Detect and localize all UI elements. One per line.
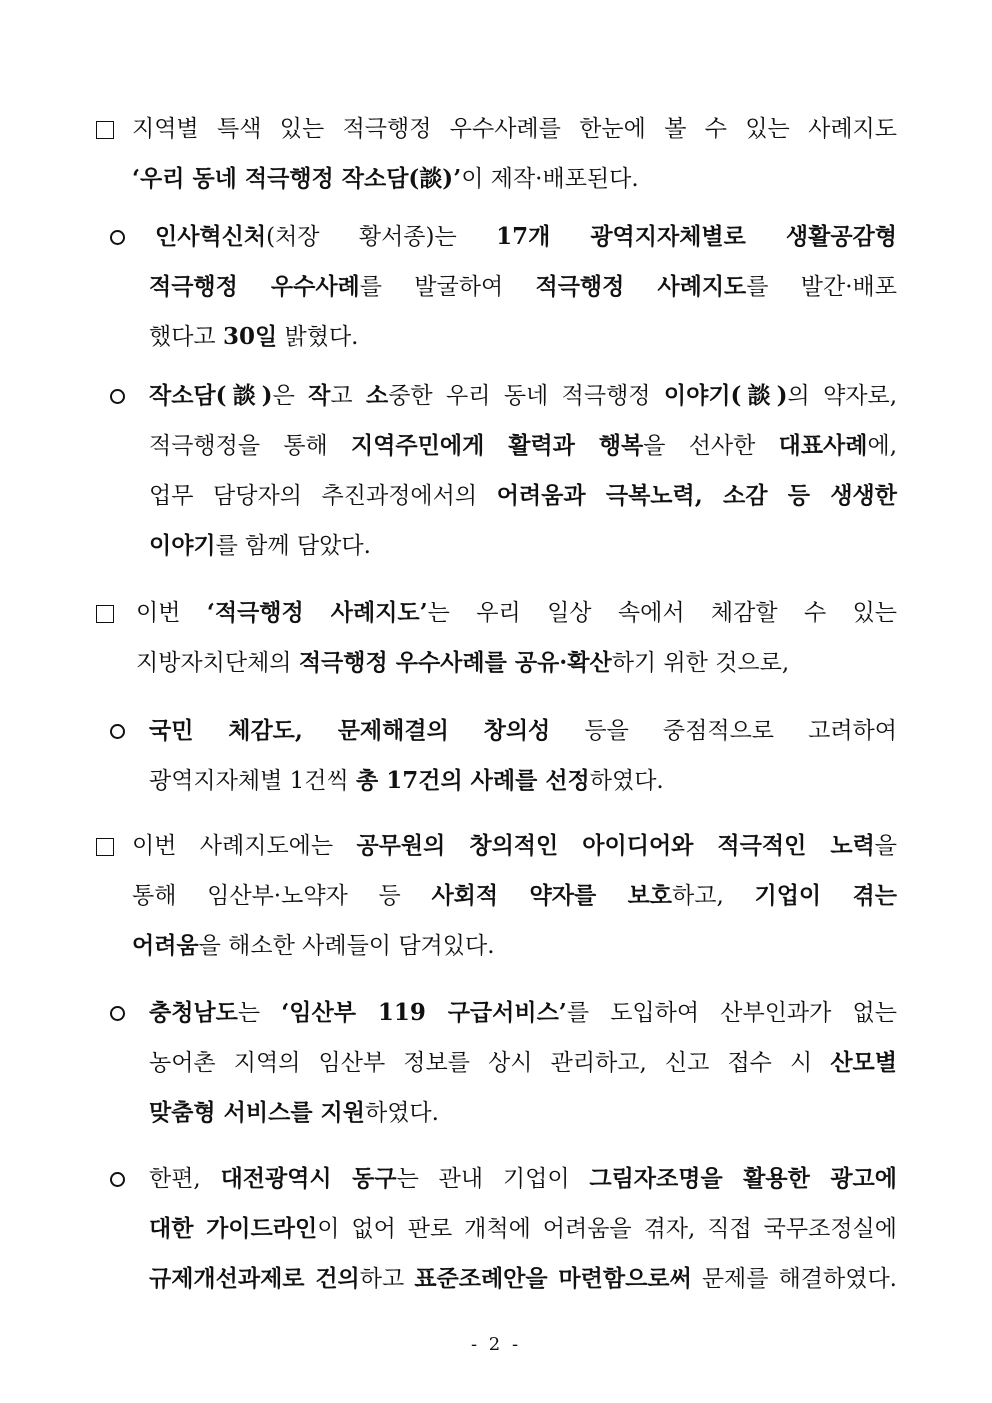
section-3-line-3 bbox=[132, 931, 897, 961]
bold-text-segment: 지역주민에게 활력과 행복 bbox=[351, 432, 644, 459]
text-segment: 을 선사한 bbox=[643, 433, 779, 459]
text-segment: 의 약자로, bbox=[787, 383, 898, 409]
text-segment: 하였다. bbox=[589, 768, 664, 794]
text-segment: 지역별 특색 있는 적극행정 우수사례를 한눈에 볼 수 있는 사례지도 bbox=[132, 116, 897, 142]
bold-text-segment: 기업이 겪는 bbox=[754, 882, 897, 909]
circle-bullet-icon bbox=[110, 1172, 125, 1187]
circle-bullet-icon bbox=[110, 1006, 125, 1021]
bold-text-segment: 작 bbox=[308, 382, 331, 409]
section-2-line-1 bbox=[136, 598, 897, 628]
bold-text-segment: 적극행정 우수사례를 공유·확산 bbox=[298, 649, 612, 676]
bold-text-segment: 산모별 bbox=[830, 1049, 897, 1076]
text-segment: (처장 황서종) bbox=[266, 224, 435, 250]
bullet-3-1-line-2 bbox=[149, 1048, 897, 1078]
text-segment: 는 관내 기업이 bbox=[396, 1166, 590, 1192]
section-3-line-1 bbox=[132, 831, 897, 861]
bullet-2-1-line-2 bbox=[149, 766, 897, 796]
section-1-line-2 bbox=[132, 164, 897, 194]
text-segment: 을 해소한 사례들이 담겨있다. bbox=[198, 933, 495, 959]
bold-text-segment: 이야기 bbox=[149, 532, 216, 559]
bold-text-segment: 충청남도 bbox=[149, 999, 238, 1026]
bold-text-segment: ‘임산부 119 구급서비스’ bbox=[281, 999, 567, 1026]
circle-bullet-icon bbox=[110, 230, 125, 245]
text-segment: 한편, bbox=[149, 1166, 221, 1192]
text-segment: 이번 bbox=[136, 600, 207, 626]
bullet-1-2-line-4 bbox=[149, 531, 897, 561]
square-bullet-icon bbox=[96, 605, 114, 623]
text-segment: 광역지자체별 1건씩 bbox=[149, 768, 356, 794]
bold-text-segment: ‘적극행정 사례지도’ bbox=[206, 599, 428, 626]
bold-text-segment: 어려움 bbox=[132, 932, 199, 959]
text-segment: 하고, bbox=[672, 883, 755, 909]
bold-text-segment: 30일 bbox=[222, 323, 278, 350]
bold-text-segment: 소 bbox=[366, 382, 389, 409]
bold-text-segment: 인사혁신처 bbox=[155, 223, 267, 250]
text-segment: 이 제작·배포된다. bbox=[461, 166, 639, 192]
bullet-3-1-line-1 bbox=[149, 998, 897, 1028]
text-segment: 고 bbox=[330, 383, 366, 409]
bold-text-segment: 총 17건의 사례를 선정 bbox=[356, 767, 590, 794]
bold-text-segment: 17개 광역지자체별로 생활공감형 bbox=[496, 223, 897, 250]
bold-text-segment: 사회적 약자를 보호 bbox=[431, 882, 673, 909]
bullet-1-1-line-2 bbox=[149, 272, 897, 302]
text-segment: 문제를 해결하였다. bbox=[691, 1266, 897, 1292]
text-segment: 이번 사례지도에는 bbox=[132, 833, 357, 859]
bullet-1-2-line-2 bbox=[149, 431, 897, 461]
text-segment: 통해 임산부·노약자 등 bbox=[132, 883, 432, 909]
bold-text-segment: 그림자조명을 활용한 광고에 bbox=[589, 1165, 897, 1192]
bullet-1-1-line-3 bbox=[149, 322, 897, 352]
page-number: - 2 - bbox=[470, 1334, 522, 1355]
bold-text-segment: 표준조례안을 마련함으로써 bbox=[414, 1265, 692, 1292]
bold-text-segment: 규제개선과제로 건의 bbox=[149, 1265, 360, 1292]
text-segment: 하고 bbox=[359, 1266, 415, 1292]
bold-text-segment: 대전광역시 동구 bbox=[220, 1165, 397, 1192]
bold-text-segment: 공무원의 창의적인 아이디어와 적극적인 노력 bbox=[356, 832, 875, 859]
square-bullet-icon bbox=[96, 838, 114, 856]
square-bullet-icon bbox=[96, 121, 114, 139]
bold-text-segment: 작소담(談) bbox=[149, 382, 273, 409]
bullet-1-2-line-3 bbox=[149, 481, 897, 511]
bullet-3-2-line-2 bbox=[149, 1214, 897, 1244]
text-segment: 밝혔다. bbox=[277, 324, 359, 350]
bold-text-segment: 맞춤형 서비스를 지원 bbox=[149, 1099, 365, 1126]
text-segment: 는 bbox=[237, 1000, 282, 1026]
text-segment: 는 bbox=[434, 224, 497, 250]
text-segment: 를 발간·배포 bbox=[746, 274, 897, 300]
text-segment: 을 bbox=[874, 833, 897, 859]
bold-text-segment: 국민 체감도, 문제해결의 창의성 bbox=[149, 717, 551, 744]
text-segment: 등을 중점적으로 고려하여 bbox=[550, 718, 897, 744]
text-segment: 하였다. bbox=[364, 1100, 439, 1126]
bullet-3-2-line-3 bbox=[149, 1264, 897, 1294]
text-segment: 은 bbox=[272, 383, 309, 409]
bold-text-segment: 적극행정 우수사례 bbox=[149, 273, 360, 300]
bold-text-segment: 대표사례 bbox=[778, 432, 868, 459]
text-segment: 를 발굴하여 bbox=[359, 274, 536, 300]
text-segment: 적극행정을 통해 bbox=[149, 433, 351, 459]
text-segment: 중한 우리 동네 적극행정 bbox=[388, 383, 664, 409]
bold-text-segment: 적극행정 사례지도 bbox=[535, 273, 747, 300]
text-segment: 에, bbox=[867, 433, 898, 459]
text-segment: 는 우리 일상 속에서 체감할 수 있는 bbox=[427, 600, 898, 626]
bullet-3-1-line-3 bbox=[149, 1098, 897, 1128]
section-3-line-2 bbox=[132, 881, 897, 911]
bold-text-segment: 어려움과 극복노력, 소감 등 생생한 bbox=[496, 482, 897, 509]
text-segment: 농어촌 지역의 임산부 정보를 상시 관리하고, 신고 접수 시 bbox=[149, 1050, 831, 1076]
text-segment: 이 없어 판로 개척에 어려움을 겪자, 직접 국무조정실에 bbox=[317, 1216, 897, 1242]
text-segment: 지방자치단체의 bbox=[136, 650, 299, 676]
bold-text-segment: 대한 가이드라인 bbox=[149, 1215, 318, 1242]
circle-bullet-icon bbox=[110, 389, 125, 404]
bullet-1-1-line-1 bbox=[155, 222, 897, 252]
circle-bullet-icon bbox=[110, 724, 125, 739]
bold-text-segment: ‘우리 동네 적극행정 작소담(談)’ bbox=[132, 165, 462, 192]
text-segment: 하기 위한 것으로, bbox=[611, 650, 790, 676]
section-2-line-2 bbox=[136, 648, 897, 678]
text-segment: 업무 담당자의 추진과정에서의 bbox=[149, 483, 497, 509]
text-segment: 했다고 bbox=[149, 324, 223, 350]
bullet-3-2-line-1 bbox=[149, 1164, 897, 1194]
bullet-1-2-line-1 bbox=[149, 381, 897, 411]
section-1-line-1 bbox=[132, 114, 897, 144]
text-segment: 를 도입하여 산부인과가 없는 bbox=[566, 1000, 897, 1026]
bullet-2-1-line-1 bbox=[149, 716, 897, 746]
bold-text-segment: 이야기(談) bbox=[663, 382, 788, 409]
text-segment: 를 함께 담았다. bbox=[215, 533, 371, 559]
